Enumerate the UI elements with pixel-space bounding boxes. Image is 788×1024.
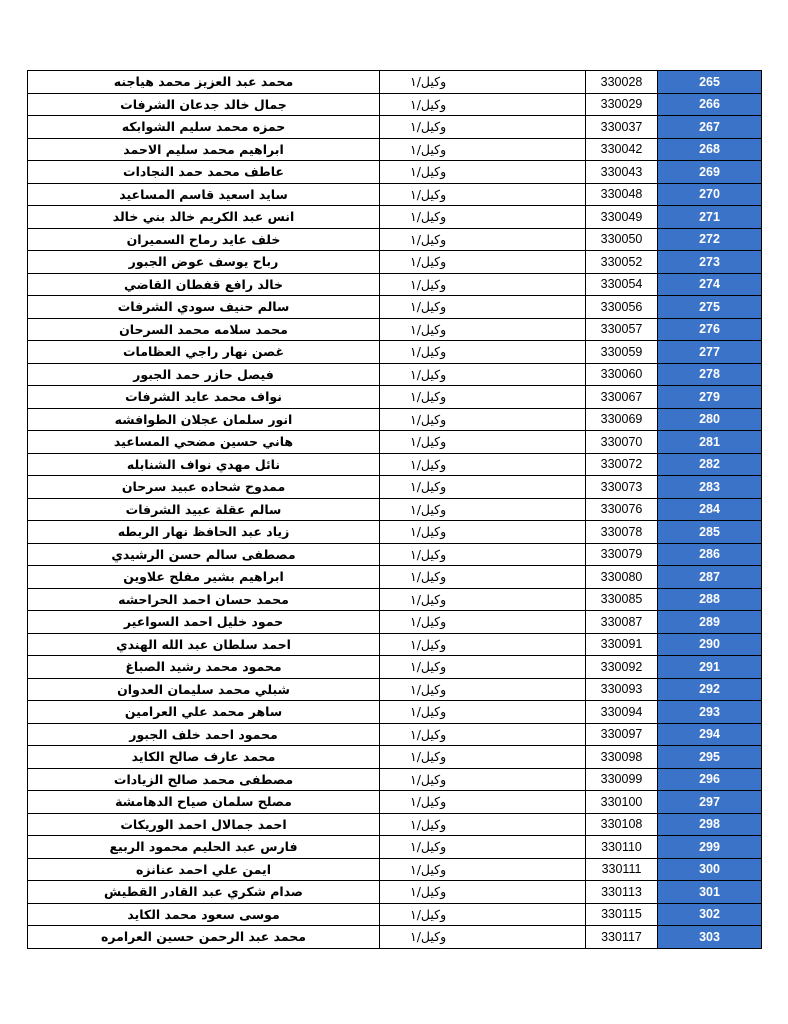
table-row	[28, 341, 762, 364]
name-cell: سالم حنيف سودي الشرفات	[28, 296, 380, 319]
personnel-id-cell: 330067	[586, 386, 658, 409]
sequence-number-cell: 277	[658, 341, 762, 364]
sequence-number-cell: 273	[658, 251, 762, 274]
table-row	[28, 363, 762, 386]
rank-cell: وكيل/١	[380, 926, 586, 949]
rank-cell: وكيل/١	[380, 341, 586, 364]
personnel-id-cell: 330060	[586, 363, 658, 386]
table-row	[28, 431, 762, 454]
table-row	[28, 656, 762, 679]
rank-cell: وكيل/١	[380, 318, 586, 341]
name-cell: احمد سلطان عبد الله الهندي	[28, 633, 380, 656]
table-row	[28, 543, 762, 566]
personnel-id-cell: 330069	[586, 408, 658, 431]
name-cell: سالم عقلة عبيد الشرفات	[28, 498, 380, 521]
sequence-number-cell: 278	[658, 363, 762, 386]
sequence-number-cell: 275	[658, 296, 762, 319]
name-cell: محمد عارف صالح الكايد	[28, 746, 380, 769]
sequence-number-cell: 300	[658, 858, 762, 881]
rank-cell: وكيل/١	[380, 93, 586, 116]
personnel-id-cell: 330078	[586, 521, 658, 544]
sequence-number-cell: 268	[658, 138, 762, 161]
name-cell: ساهر محمد علي العرامين	[28, 701, 380, 724]
sequence-number-cell: 285	[658, 521, 762, 544]
rank-cell: وكيل/١	[380, 746, 586, 769]
sequence-number-cell: 281	[658, 431, 762, 454]
sequence-number-cell: 298	[658, 813, 762, 836]
table-row	[28, 116, 762, 139]
table-row	[28, 93, 762, 116]
personnel-id-cell: 330059	[586, 341, 658, 364]
rank-cell: وكيل/١	[380, 71, 586, 94]
personnel-id-cell: 330113	[586, 881, 658, 904]
name-cell: رباح يوسف عوض الجبور	[28, 251, 380, 274]
rank-cell: وكيل/١	[380, 206, 586, 229]
rank-cell: وكيل/١	[380, 408, 586, 431]
name-cell: ابراهيم محمد سليم الاحمد	[28, 138, 380, 161]
name-cell: حمود خليل احمد السواعير	[28, 611, 380, 634]
rank-cell: وكيل/١	[380, 723, 586, 746]
personnel-id-cell: 330028	[586, 71, 658, 94]
sequence-number-cell: 282	[658, 453, 762, 476]
rank-cell: وكيل/١	[380, 273, 586, 296]
table-row	[28, 386, 762, 409]
rank-cell: وكيل/١	[380, 116, 586, 139]
sequence-number-cell: 270	[658, 183, 762, 206]
sequence-number-cell: 301	[658, 881, 762, 904]
table-row	[28, 566, 762, 589]
rank-cell: وكيل/١	[380, 791, 586, 814]
rank-cell: وكيل/١	[380, 678, 586, 701]
table-row	[28, 521, 762, 544]
sequence-number-cell: 289	[658, 611, 762, 634]
personnel-id-cell: 330098	[586, 746, 658, 769]
rank-cell: وكيل/١	[380, 858, 586, 881]
rank-cell: وكيل/١	[380, 543, 586, 566]
sequence-number-cell: 297	[658, 791, 762, 814]
rank-cell: وكيل/١	[380, 498, 586, 521]
personnel-id-cell: 330049	[586, 206, 658, 229]
sequence-number-cell: 280	[658, 408, 762, 431]
personnel-id-cell: 330042	[586, 138, 658, 161]
sequence-number-cell: 296	[658, 768, 762, 791]
name-cell: انس عبد الكريم خالد بني خالد	[28, 206, 380, 229]
table-row	[28, 318, 762, 341]
sequence-number-cell: 286	[658, 543, 762, 566]
rank-cell: وكيل/١	[380, 813, 586, 836]
sequence-number-cell: 288	[658, 588, 762, 611]
personnel-id-cell: 330052	[586, 251, 658, 274]
name-cell: جمال خالد جدعان الشرفات	[28, 93, 380, 116]
table-row	[28, 408, 762, 431]
sequence-number-cell: 291	[658, 656, 762, 679]
table-row	[28, 813, 762, 836]
name-cell: احمد جمالال احمد الوريكات	[28, 813, 380, 836]
sequence-number-cell: 276	[658, 318, 762, 341]
table-row	[28, 71, 762, 94]
table-row	[28, 903, 762, 926]
table-row	[28, 183, 762, 206]
rank-cell: وكيل/١	[380, 431, 586, 454]
sequence-number-cell: 295	[658, 746, 762, 769]
rank-cell: وكيل/١	[380, 476, 586, 499]
table-row	[28, 498, 762, 521]
table-row	[28, 926, 762, 949]
personnel-id-cell: 330091	[586, 633, 658, 656]
table-row	[28, 476, 762, 499]
personnel-id-cell: 330115	[586, 903, 658, 926]
table-row	[28, 251, 762, 274]
sequence-number-cell: 271	[658, 206, 762, 229]
rank-cell: وكيل/١	[380, 183, 586, 206]
table-row	[28, 858, 762, 881]
sequence-number-cell: 272	[658, 228, 762, 251]
name-cell: محمود محمد رشيد الصباغ	[28, 656, 380, 679]
name-cell: شبلي محمد سليمان العدوان	[28, 678, 380, 701]
rank-cell: وكيل/١	[380, 138, 586, 161]
name-cell: صدام شكري عبد القادر القطيش	[28, 881, 380, 904]
name-cell: حمزه محمد سليم الشوابكه	[28, 116, 380, 139]
name-cell: انور سلمان عجلان الطوافشه	[28, 408, 380, 431]
rank-cell: وكيل/١	[380, 161, 586, 184]
name-cell: عاطف محمد حمد النجادات	[28, 161, 380, 184]
table-row	[28, 791, 762, 814]
sequence-number-cell: 290	[658, 633, 762, 656]
name-cell: سايد اسعيد قاسم المساعيد	[28, 183, 380, 206]
name-cell: مصلح سلمان صياح الدهامشة	[28, 791, 380, 814]
name-cell: محمود احمد خلف الجبور	[28, 723, 380, 746]
sequence-number-cell: 294	[658, 723, 762, 746]
name-cell: فيصل حازر حمد الجبور	[28, 363, 380, 386]
name-cell: محمد عبد العزيز محمد هياجنه	[28, 71, 380, 94]
personnel-id-cell: 330072	[586, 453, 658, 476]
rank-cell: وكيل/١	[380, 701, 586, 724]
personnel-id-cell: 330054	[586, 273, 658, 296]
table-row	[28, 746, 762, 769]
table-row	[28, 228, 762, 251]
personnel-id-cell: 330111	[586, 858, 658, 881]
sequence-number-cell: 283	[658, 476, 762, 499]
personnel-id-cell: 330080	[586, 566, 658, 589]
rank-cell: وكيل/١	[380, 611, 586, 634]
rank-cell: وكيل/١	[380, 768, 586, 791]
table-row	[28, 161, 762, 184]
personnel-id-cell: 330099	[586, 768, 658, 791]
name-cell: هاني حسين مضحي المساعيد	[28, 431, 380, 454]
sequence-number-cell: 292	[658, 678, 762, 701]
personnel-id-cell: 330037	[586, 116, 658, 139]
table-body	[28, 71, 762, 949]
name-cell: محمد عبد الرحمن حسين العرامره	[28, 926, 380, 949]
table-row	[28, 138, 762, 161]
name-cell: مصطفى سالم حسن الرشيدي	[28, 543, 380, 566]
table-row	[28, 453, 762, 476]
rank-cell: وكيل/١	[380, 656, 586, 679]
name-cell: محمد حسان احمد الحراحشه	[28, 588, 380, 611]
sequence-number-cell: 267	[658, 116, 762, 139]
name-cell: غصن نهار راجي العظامات	[28, 341, 380, 364]
sequence-number-cell: 274	[658, 273, 762, 296]
personnel-id-cell: 330073	[586, 476, 658, 499]
personnel-id-cell: 330076	[586, 498, 658, 521]
personnel-id-cell: 330079	[586, 543, 658, 566]
personnel-id-cell: 330110	[586, 836, 658, 859]
table-row	[28, 678, 762, 701]
personnel-id-cell: 330029	[586, 93, 658, 116]
name-cell: خلف عايد رماح السميران	[28, 228, 380, 251]
name-cell: ايمن علي احمد عنانزه	[28, 858, 380, 881]
personnel-id-cell: 330094	[586, 701, 658, 724]
table-row	[28, 273, 762, 296]
personnel-id-cell: 330093	[586, 678, 658, 701]
personnel-id-cell: 330048	[586, 183, 658, 206]
personnel-id-cell: 330117	[586, 926, 658, 949]
sequence-number-cell: 265	[658, 71, 762, 94]
sequence-number-cell: 293	[658, 701, 762, 724]
table-row	[28, 768, 762, 791]
rank-cell: وكيل/١	[380, 296, 586, 319]
name-cell: محمد سلامه محمد السرحان	[28, 318, 380, 341]
table-row	[28, 633, 762, 656]
name-cell: زياد عبد الحافظ نهار الربطه	[28, 521, 380, 544]
personnel-id-cell: 330087	[586, 611, 658, 634]
table-row	[28, 611, 762, 634]
sequence-number-cell: 299	[658, 836, 762, 859]
rank-cell: وكيل/١	[380, 228, 586, 251]
name-cell: موسى سعود محمد الكايد	[28, 903, 380, 926]
personnel-id-cell: 330092	[586, 656, 658, 679]
personnel-id-cell: 330057	[586, 318, 658, 341]
name-cell: مصطفى محمد صالح الزيادات	[28, 768, 380, 791]
sequence-number-cell: 303	[658, 926, 762, 949]
rank-cell: وكيل/١	[380, 453, 586, 476]
sequence-number-cell: 287	[658, 566, 762, 589]
rank-cell: وكيل/١	[380, 881, 586, 904]
rank-cell: وكيل/١	[380, 386, 586, 409]
table-row	[28, 836, 762, 859]
personnel-id-cell: 330043	[586, 161, 658, 184]
rank-cell: وكيل/١	[380, 251, 586, 274]
personnel-id-cell: 330056	[586, 296, 658, 319]
personnel-id-cell: 330097	[586, 723, 658, 746]
personnel-id-cell: 330108	[586, 813, 658, 836]
table-row	[28, 723, 762, 746]
sequence-number-cell: 279	[658, 386, 762, 409]
personnel-id-cell: 330085	[586, 588, 658, 611]
name-cell: فارس عبد الحليم محمود الربيع	[28, 836, 380, 859]
name-cell: نواف محمد عايد الشرفات	[28, 386, 380, 409]
table-row	[28, 296, 762, 319]
rank-cell: وكيل/١	[380, 363, 586, 386]
table-row	[28, 881, 762, 904]
name-cell: ممدوح شحاده عبيد سرحان	[28, 476, 380, 499]
table-row	[28, 206, 762, 229]
sequence-number-cell: 266	[658, 93, 762, 116]
sequence-number-cell: 284	[658, 498, 762, 521]
rank-cell: وكيل/١	[380, 903, 586, 926]
table-row	[28, 588, 762, 611]
sequence-number-cell: 302	[658, 903, 762, 926]
sequence-number-cell: 269	[658, 161, 762, 184]
name-cell: نائل مهدي نواف الشنابله	[28, 453, 380, 476]
rank-cell: وكيل/١	[380, 633, 586, 656]
personnel-table	[27, 70, 762, 949]
table-row	[28, 701, 762, 724]
rank-cell: وكيل/١	[380, 836, 586, 859]
rank-cell: وكيل/١	[380, 566, 586, 589]
rank-cell: وكيل/١	[380, 588, 586, 611]
name-cell: خالد رافع قفطان القاضي	[28, 273, 380, 296]
rank-cell: وكيل/١	[380, 521, 586, 544]
personnel-id-cell: 330100	[586, 791, 658, 814]
personnel-id-cell: 330070	[586, 431, 658, 454]
personnel-id-cell: 330050	[586, 228, 658, 251]
name-cell: ابراهيم بشير مفلح علاوين	[28, 566, 380, 589]
